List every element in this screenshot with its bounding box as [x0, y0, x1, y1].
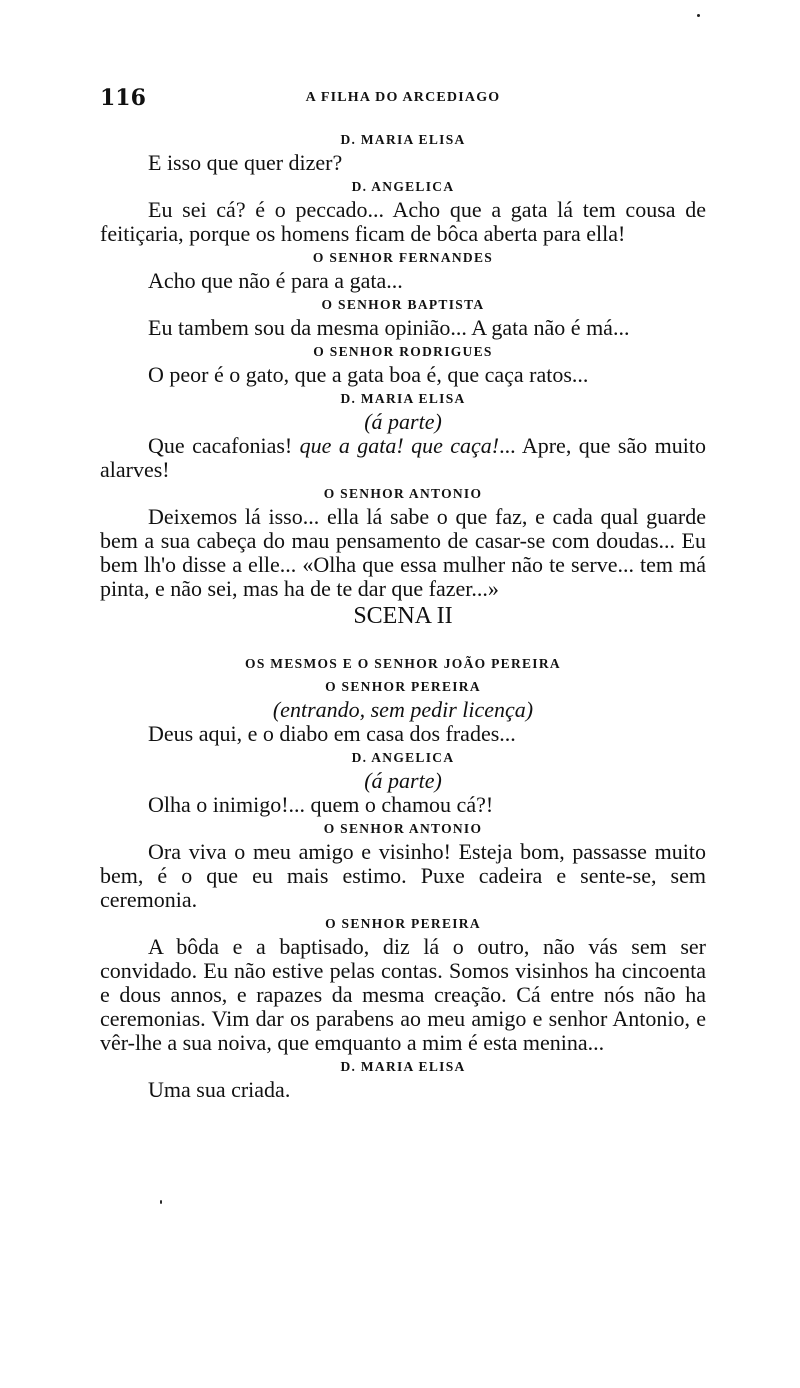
stage-direction: (entrando, sem pedir licença) — [272, 697, 534, 722]
speaker-name: O SENHOR PEREIRA — [325, 916, 481, 931]
scan-speck — [160, 1200, 162, 1204]
dialogue-text: Que cacafonias! — [148, 433, 300, 458]
speaker-name: O SENHOR PEREIRA — [325, 679, 481, 694]
scene-heading: SCENA II — [353, 603, 453, 629]
dialogue-line: Olha o inimigo!... quem o chamou cá?! — [148, 792, 494, 817]
page-number: 116 — [100, 85, 146, 111]
speaker-name: D. ANGELICA — [351, 179, 455, 194]
stage-direction: (á parte) — [364, 768, 442, 793]
dialogue-line — [100, 434, 706, 482]
dialogue-line: A bôda e a baptisado, diz lá o outro, não vás sem ser convidado. Eu não estive pelas contas. Somos visinhos ha cincoenta e dous annos, e rapazes da mesma creação. Cá entre nós não ha ceremonias. Vim dar os parabens ao meu amigo e senhor Antonio, e vêr-lhe a sua noiva, que emquanto a mim é esta menina... — [100, 934, 706, 1055]
dialogue-line: Acho que não é para a gata... — [148, 268, 403, 293]
dialogue-line: Ora viva o meu amigo e visinho! Esteja bom, passasse muito bem, é o que eu mais estimo. Puxe cadeira e sente-se, sem ceremonia. — [100, 839, 706, 912]
speaker-name: O SENHOR FERNANDES — [312, 250, 494, 265]
speaker-name: O SENHOR ANTONIO — [323, 486, 483, 501]
play-text — [100, 128, 706, 1102]
dialogue-line: Eu sei cá? é o peccado... Acho que a gata lá tem cousa de feitiçaria, porque os homens ficam de bôca aberta para ella! — [100, 197, 706, 246]
dialogue-line: E isso que quer dizer? — [148, 150, 343, 175]
speaker-name: D. ANGELICA — [351, 750, 455, 765]
speaker-name: O SENHOR BAPTISTA — [321, 297, 485, 312]
dialogue-line: Eu tambem sou da mesma opinião... A gata não é má... — [148, 315, 630, 340]
scan-speck — [697, 14, 700, 17]
speaker-name: D. MARIA ELISA — [340, 132, 466, 147]
dialogue-text: ... Apre, que são muito alarves! — [100, 433, 706, 482]
dialogue-italic: que a gata! que caça! — [299, 433, 500, 458]
dialogue-line: Deus aqui, e o diabo em casa dos frades... — [148, 721, 516, 746]
speaker-name: O SENHOR RODRIGUES — [313, 344, 493, 359]
dialogue-line: Deixemos lá isso... ella lá sabe o que faz, e cada qual guarde bem a sua cabeça do mau pensamento de casar-se com doudas... Eu bem lh'o disse a elle... «Olha que essa mulher não te serve... tem má pinta, e não sei, mas ha de te dar que fazer...» — [100, 504, 706, 601]
speaker-name: D. MARIA ELISA — [340, 1059, 466, 1074]
speaker-name: D. MARIA ELISA — [340, 391, 466, 406]
speaker-name: O SENHOR ANTONIO — [323, 821, 483, 836]
running-header — [100, 86, 706, 110]
dialogue-line: O peor é o gato, que a gata boa é, que caça ratos... — [148, 362, 589, 387]
dialogue-line: Uma sua criada. — [148, 1077, 291, 1102]
running-title: A FILHA DO ARCEDIAGO — [305, 90, 501, 105]
stage-direction: (á parte) — [364, 409, 442, 434]
scene-characters: OS MESMOS E O SENHOR JOÃO PEREIRA — [245, 656, 561, 671]
